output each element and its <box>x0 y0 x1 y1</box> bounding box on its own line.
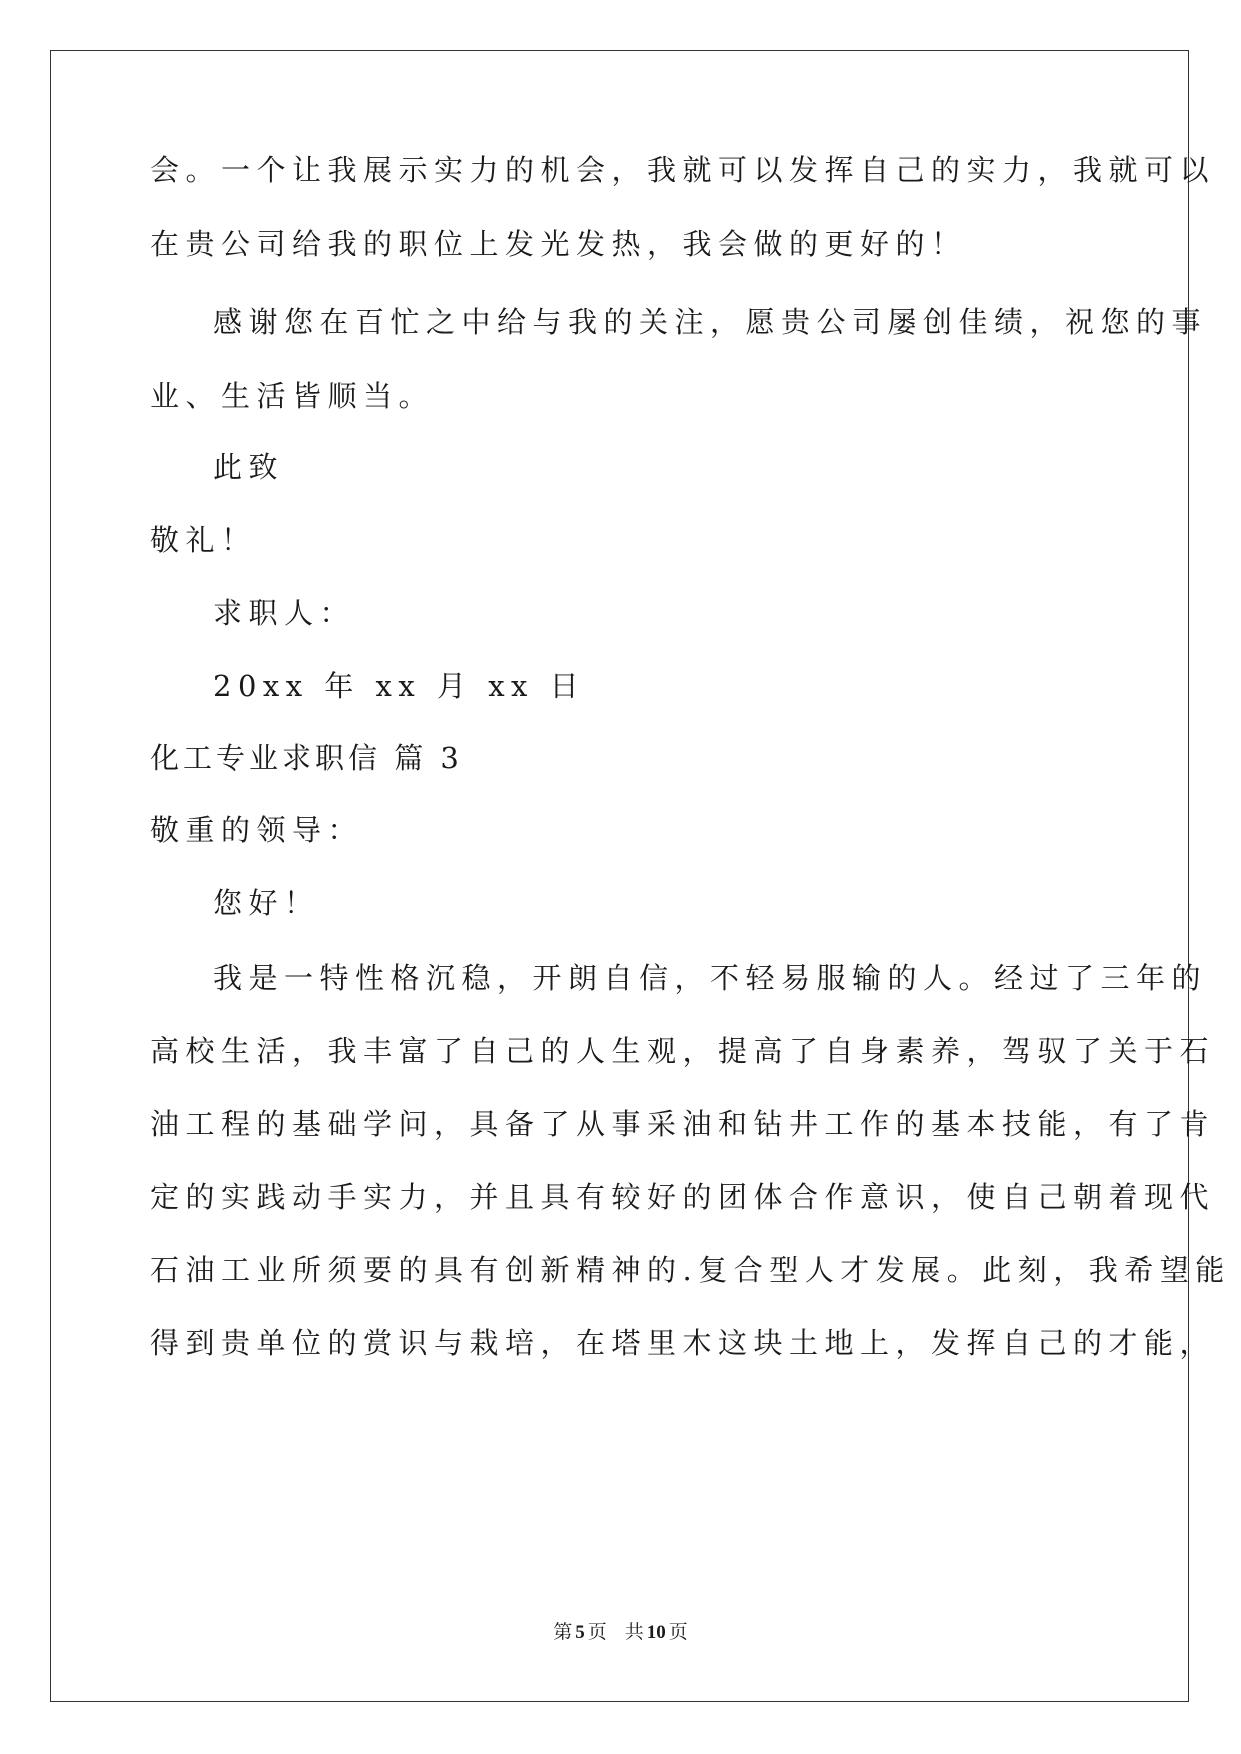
closing-regards: 敬礼！ <box>150 523 257 557</box>
body-line-10: 得到贵单位的赏识与栽培，在塔里木这块土地上，发挥自己的才能， <box>150 1326 1216 1360</box>
letter-greeting: 敬重的领导： <box>150 813 364 847</box>
section-heading: 化工专业求职信 篇 3 <box>150 741 463 775</box>
page-border <box>50 50 1189 1702</box>
total-suffix: 页 <box>668 1621 688 1643</box>
page-footer <box>0 1620 1241 1645</box>
page-prefix: 第 <box>553 1621 573 1643</box>
total-pages: 10 <box>646 1622 666 1643</box>
date-line: 20xx 年 xx 月 xx 日 <box>213 669 586 703</box>
closing-salutation: 此致 <box>213 450 285 484</box>
body-line-3: 感谢您在百忙之中给与我的关注，愿贵公司屡创佳绩，祝您的事 <box>213 305 1208 339</box>
body-line-1: 会。一个让我展示实力的机会，我就可以发挥自己的实力，我就可以 <box>150 153 1216 187</box>
total-prefix: 共 <box>624 1621 644 1643</box>
body-line-4: 业、生活皆顺当。 <box>150 379 435 413</box>
body-line-6: 高校生活，我丰富了自己的人生观，提高了自身素养，驾驭了关于石 <box>150 1034 1216 1068</box>
applicant-label: 求职人： <box>213 596 356 630</box>
letter-hello: 您好！ <box>213 886 320 920</box>
body-line-8: 定的实践动手实力，并且具有较好的团体合作意识，使自己朝着现代 <box>150 1180 1216 1214</box>
body-line-9: 石油工业所须要的具有创新精神的.复合型人才发展。此刻，我希望能 <box>150 1253 1231 1287</box>
page-suffix: 页 <box>587 1621 607 1643</box>
page-number: 5 <box>575 1622 585 1643</box>
body-line-7: 油工程的基础学问，具备了从事采油和钻井工作的基本技能，有了肯 <box>150 1107 1216 1141</box>
body-line-2: 在贵公司给我的职位上发光发热，我会做的更好的！ <box>150 227 967 261</box>
body-line-5: 我是一特性格沉稳，开朗自信，不轻易服输的人。经过了三年的 <box>213 961 1208 995</box>
